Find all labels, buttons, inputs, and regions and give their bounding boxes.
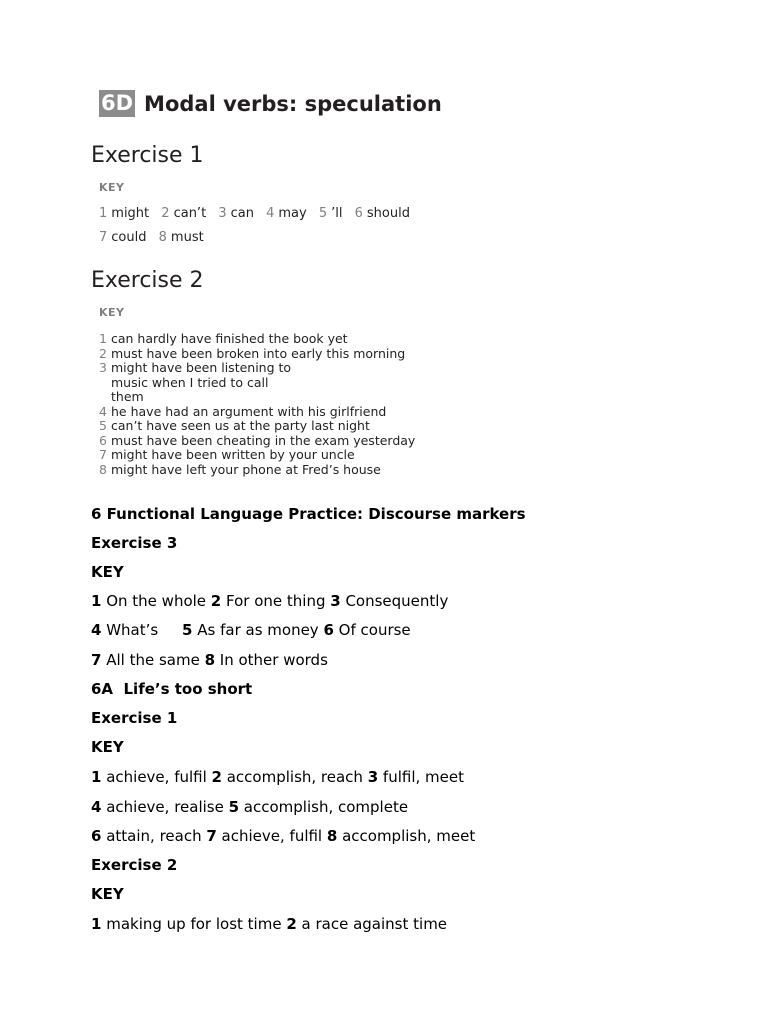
section6-answers-line3: 7 All the same 8 In other words: [91, 651, 328, 669]
section6a-exercise2-heading: Exercise 2: [91, 856, 178, 874]
list-item: 7 might have been written by your uncle: [99, 447, 355, 462]
answer-item: 1 might: [99, 206, 150, 221]
section6-exercise3-heading: Exercise 3: [91, 534, 178, 552]
section6a-answers-line4: 1 making up for lost time 2 a race against time: [91, 915, 448, 933]
unit-badge: 6D: [101, 91, 134, 115]
section6a-answers-line1: 1 achieve, fulfil 2 accomplish, reach 3 fulfil, meet: [91, 768, 464, 786]
list-item: 5 can’t have seen us at the party last night: [99, 418, 370, 433]
section6a-answers-line3: 6 attain, reach 7 achieve, fulfil 8 accomplish, meet: [91, 827, 476, 845]
exercise1-key-label: KEY: [99, 181, 125, 194]
section6a-key-label-1: KEY: [91, 738, 124, 756]
title-text: Modal verbs: speculation: [144, 91, 442, 116]
answer-item: 8 must: [158, 230, 204, 245]
answer-item: 5 ’ll: [318, 206, 343, 221]
exercise2-key-label: KEY: [99, 306, 125, 319]
section6-answers-line1: 1 On the whole 2 For one thing 3 Consequently: [91, 592, 449, 610]
section6a-exercise1-heading: Exercise 1: [91, 709, 178, 727]
answer-item: 3 can: [218, 206, 254, 221]
answer-item: 4 may: [266, 206, 307, 221]
list-item: them: [111, 389, 144, 404]
list-item: 1 can hardly have finished the book yet: [99, 331, 348, 346]
exercise2-answer-list: [99, 332, 415, 477]
section6a-answers-line2: 4 achieve, realise 5 accomplish, complete: [91, 798, 409, 816]
list-item: 6 must have been cheating in the exam yesterday: [99, 432, 416, 448]
exercise1-heading: Exercise 1: [91, 143, 204, 168]
list-item: music when I tried to call: [111, 374, 269, 390]
section6-heading: 6 Functional Language Practice: Discourse markers: [91, 505, 526, 523]
exercise2-heading: Exercise 2: [91, 268, 204, 293]
page-title: [99, 90, 442, 117]
list-item: 2 must have been broken into early this morning: [99, 345, 406, 361]
exercise1-answers-line2: [99, 230, 212, 245]
answer-item: 6 should: [354, 206, 410, 221]
section6-answers-line2: 4 What’s 5 As far as money 6 Of course: [91, 621, 411, 639]
answer-item: 2 can’t: [161, 206, 207, 221]
exercise1-answers-line1: [99, 206, 418, 221]
section6-key-label: KEY: [91, 563, 124, 581]
section6a-key-label-2: KEY: [91, 885, 124, 903]
section6a-heading: 6A Life’s too short: [91, 680, 253, 698]
list-item: 4 he have had an argument with his girlfriend: [99, 403, 387, 419]
list-item: 3 might have been listening to: [99, 360, 292, 375]
answer-item: 7 could: [99, 230, 147, 245]
list-item: 8 might have left your phone at Fred’s house: [99, 461, 381, 477]
